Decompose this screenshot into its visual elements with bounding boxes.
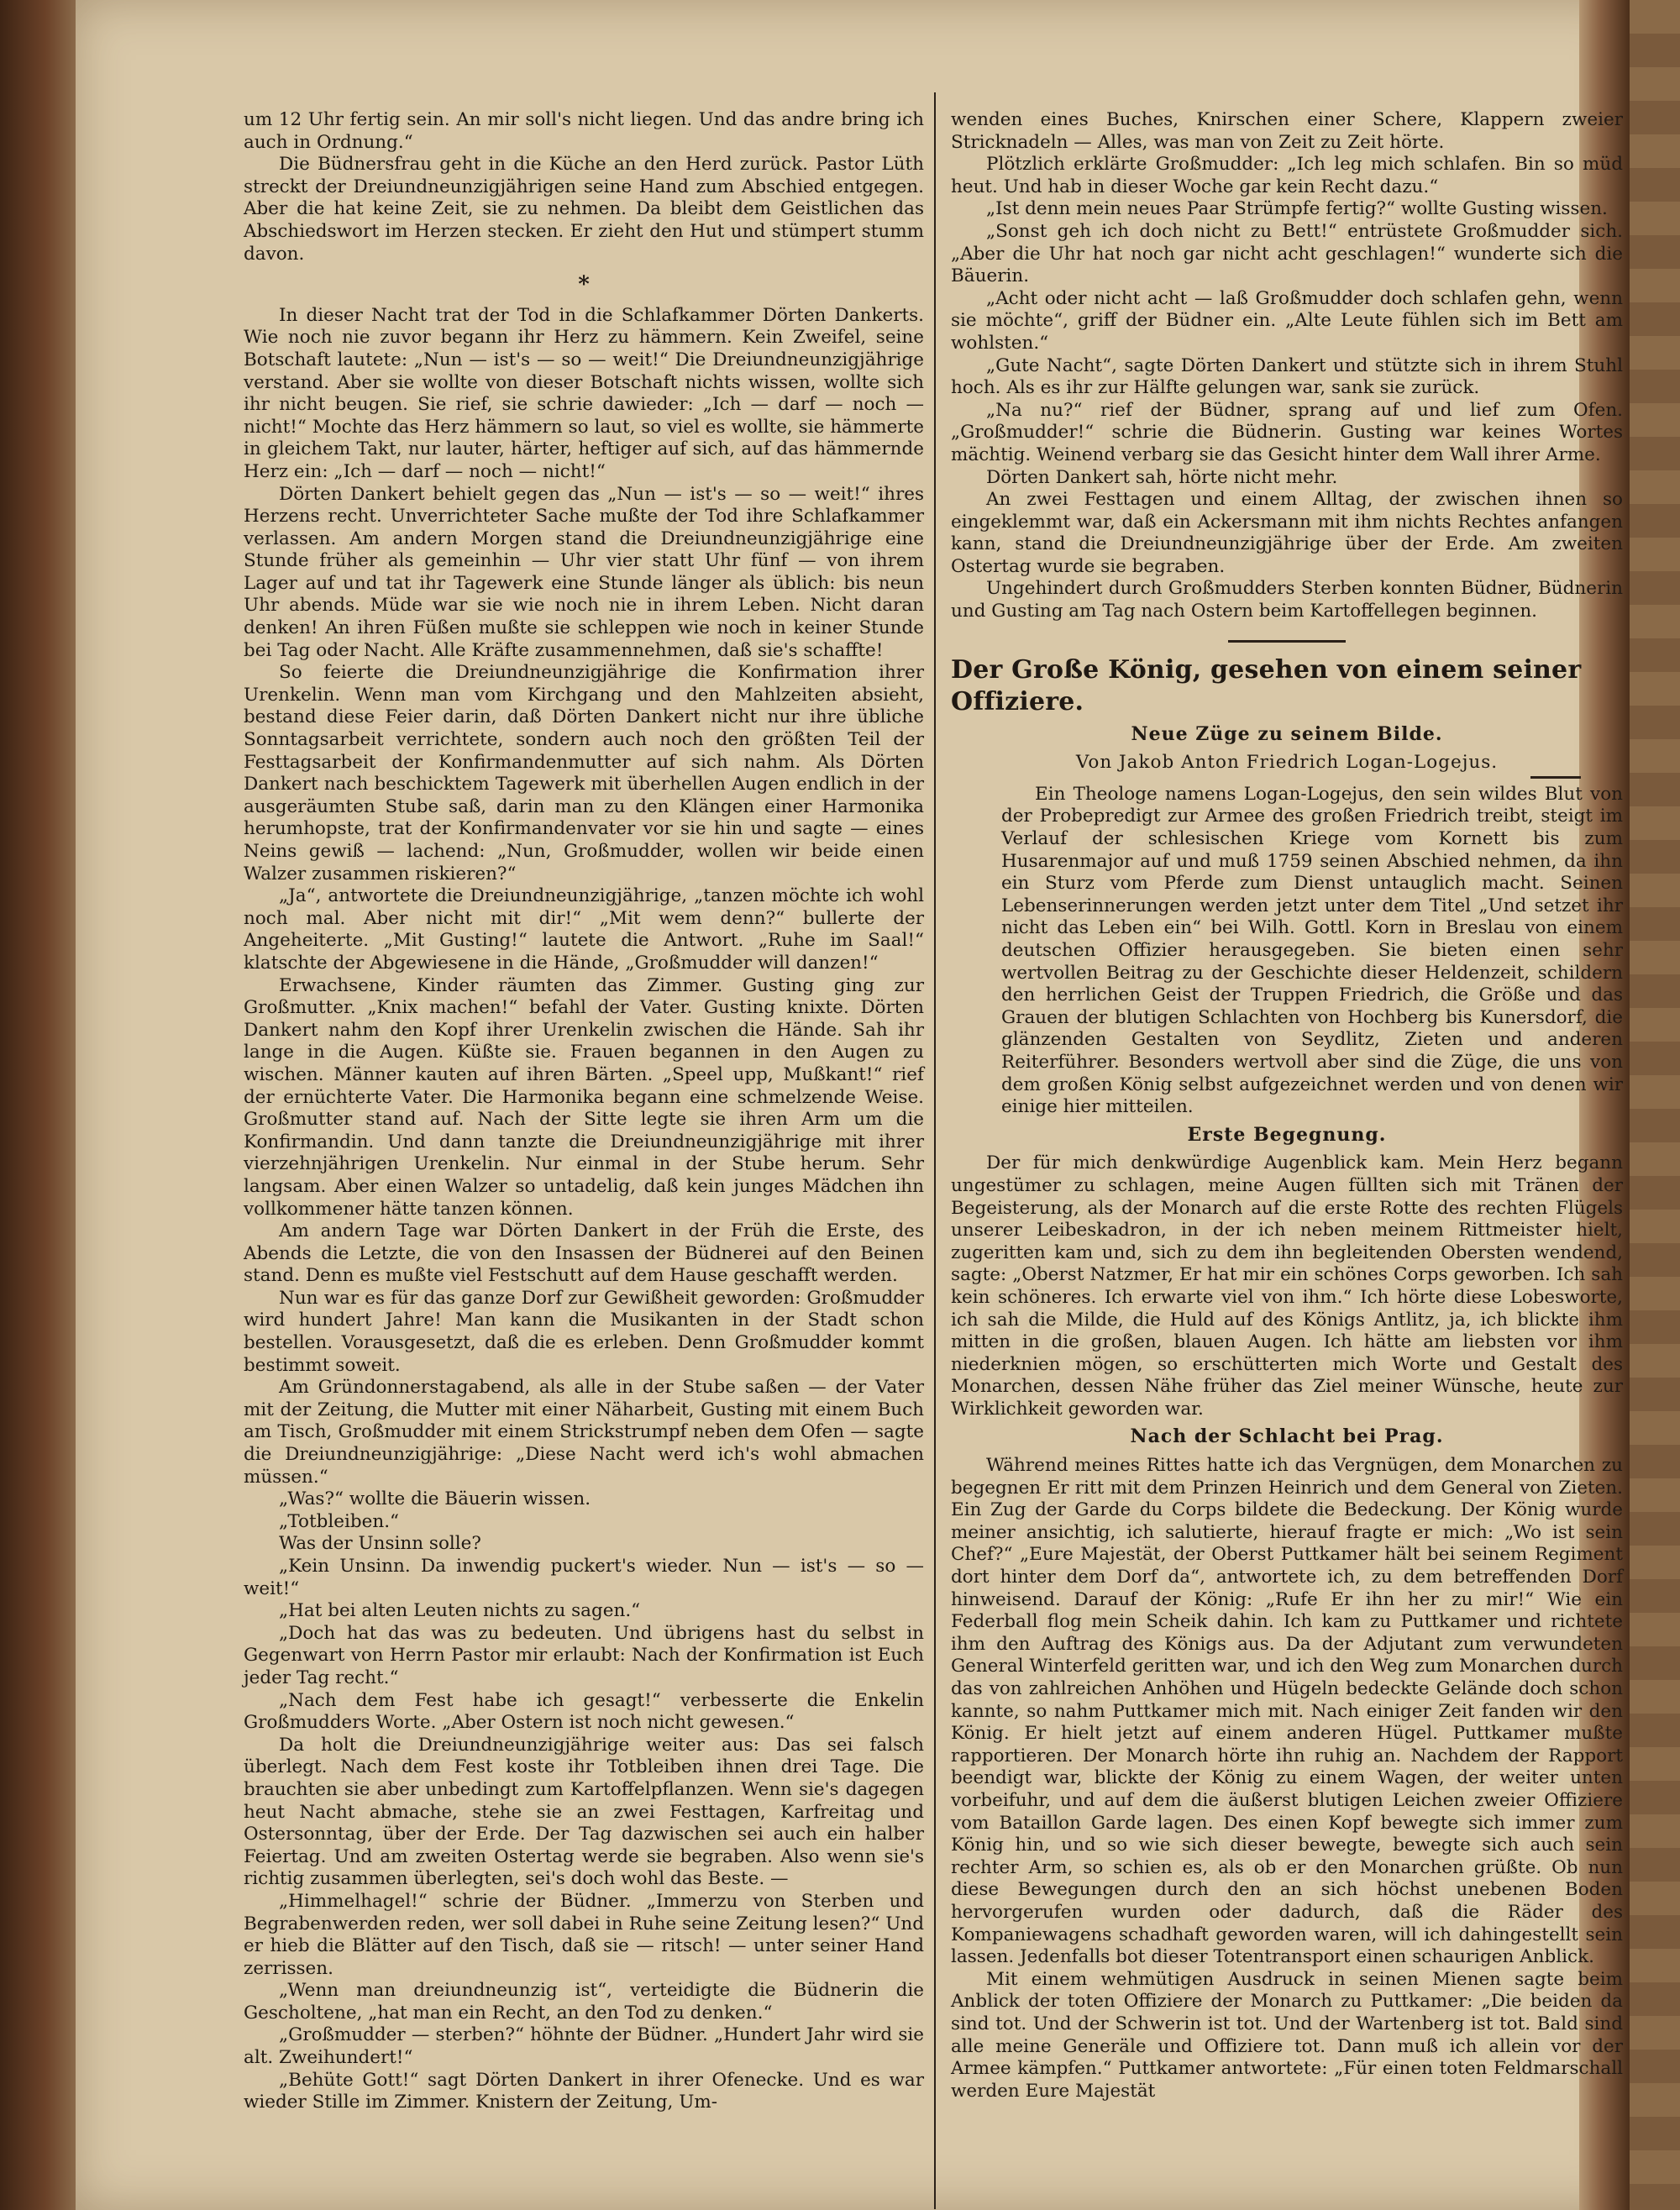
paragraph: Die Büdnersfrau geht in die Küche an den Herd zurück. Pastor Lüth streckt der Dreiundneunzigjährigen seine Hand zum Abschied entgegen. Aber die hat keine Zeit, sie zu nehmen. Da bleibt dem Geistlichen das Abschiedswort im Herzen stecken. Er zieht den Hut und stümpert stumm davon.	[244, 154, 924, 265]
paragraph: „Ja“, antwortete die Dreiundneunzigjährige, „tanzen möchte ich wohl noch mal. Aber nicht mit dir!“ „Mit wem denn?“ bullerte der Angeheiterte. „Mit Gusting!“ lautete die Antwort. „Ruhe im Saal!“ klatschte der Abgewiesene in die Hände, „Großmudder will danzen!“	[244, 885, 924, 974]
left-column	[244, 109, 924, 2114]
paragraph: „Kein Unsinn. Da inwendig puckert's wieder. Nun — ist's — so — weit!“	[244, 1556, 924, 1599]
paragraph: Mit einem wehmütigen Ausdruck in seinen Mienen sagte beim Anblick der toten Offiziere der Monarch zu Puttkamer: „Die beiden da sind tot. Und der Schwerin ist tot. Und der Wartenberg ist tot. Bald sind alle meine Generäle und Offiziere tot. Dann muß ich allein vor der Armee kämpfen.“ Puttkamer antwortete: „Für einen toten Feldmarschall werden Eure Majestät	[951, 1968, 1623, 2102]
column-divider	[934, 92, 936, 2209]
paragraph: „Acht oder nicht acht — laß Großmudder doch schlafen gehn, wenn sie möchte“, griff der Büdner ein. „Alte Leute fühlen sich im Bett am wohlsten.“	[951, 287, 1623, 354]
adjacent-page-strip	[1630, 0, 1680, 2210]
paragraph: „Großmudder — sterben?“ höhnte der Büdner. „Hundert Jahr wird sie alt. Zweihundert!“	[244, 2024, 924, 2069]
author-rule	[1530, 776, 1581, 779]
paragraph: wenden eines Buches, Knirschen einer Schere, Klappern zweier Stricknadeln — Alles, was man von Zeit zu Zeit hörte.	[951, 109, 1623, 153]
paragraph: Am Gründonnerstagabend, als alle in der Stube saßen — der Vater mit der Zeitung, die Mutter mit einer Näharbeit, Gusting mit einem Buch am Tisch, Großmudder mit einem Strickstrumpf neben dem Ofen — sagte die Dreiundneunzigjährige: „Diese Nacht werd ich's wohl abmachen müssen.“	[244, 1377, 924, 1488]
paragraph: „Gute Nacht“, sagte Dörten Dankert und stützte sich in ihrem Stuhl hoch. Als es ihr zur Hälfte gelungen war, sank sie zurück.	[951, 354, 1623, 399]
article-title: Der Große König, gesehen von einem seiner Offiziere.	[951, 654, 1582, 717]
paragraph: „Behüte Gott!“ sagt Dörten Dankert in ihrer Ofenecke. Und es war wieder Stille im Zimmer. Knistern der Zeitung, Um-	[244, 2069, 924, 2113]
paragraph: „Totbleiben.“	[279, 1510, 400, 1532]
paragraph: Da holt die Dreiundneunzigjährige weiter aus: Das sei falsch überlegt. Nach dem Fest koste ihr Totbleiben ihnen drei Tage. Die brauchten sie aber unbedingt zum Kartoffelpflanzen. Wenn sie's dagegen heut Nacht abmache, stehe sie an zwei Festtagen, Karfreitag und Ostersonntag, über der Erde. Der Tag dazwischen sei auch ein halber Feiertag. Und am zweiten Ostertag werde sie begraben. Also wenn sie's richtig zusammen überlegten, sei's doch wohl das Beste. —	[244, 1734, 924, 1890]
paragraph: In dieser Nacht trat der Tod in die Schlafkammer Dörten Dankerts. Wie noch nie zuvor begann ihr Herz zu hämmern. Kein Zweifel, seine Botschaft lautete: „Nun — ist's — so — weit!“ Die Dreiundneunzigjährige verstand. Aber sie wollte von dieser Botschaft nichts wissen, wollte sich ihr nicht beugen. Sie rief, sie schrie dawieder: „Ich — darf — noch — nicht!“ Mochte das Herz hämmern so laut, so viel es wollte, sie hämmerte in gleichem Takt, nur lauter, härter, heftiger auf sich, auf das hämmernde Herz ein: „Ich — darf — noch — nicht!“	[244, 304, 924, 482]
paragraph: Was der Unsinn solle?	[279, 1533, 481, 1555]
book-binding	[0, 0, 76, 2210]
paragraph: Am andern Tage war Dörten Dankert in der Früh die Erste, des Abends die Letzte, die von den Insassen der Büdnerei auf den Beinen stand. Denn es mußte viel Festschutt auf dem Hause geschafft werden.	[244, 1220, 924, 1287]
paragraph: „Nach dem Fest habe ich gesagt!“ verbesserte die Enkelin Großmudders Worte. „Aber Ostern ist noch nicht gewesen.“	[244, 1689, 924, 1734]
paragraph: Der für mich denkwürdige Augenblick kam. Mein Herz begann ungestümer zu schlagen, meine Augen füllten sich mit Tränen der Begeisterung, als der Monarch auf die erste Rotte des rechten Flügels unserer Leibeskadron, in der ich neben meinem Rittmeister hielt, zugeritten kam und, sich zu dem ihn begleitenden Obersten wendend, sagte: „Oberst Natzmer, Er hat mir ein schönes Corps geworben. Ich sah kein schöneres. Ich erwarte viel von ihm.“ Ich hörte diese Lobesworte, ich sah die Milde, die Huld auf des Königs Antlitz, ja, ich blickte ihm mitten in die großen, blauen Augen. Ich hätte am liebsten vor ihm niederknien mögen, so erschütterten mich Worte und Gestalt des Monarchen, dessen Nähe früher das Ziel meiner Wünsche, heute zur Wirklichkeit geworden war.	[951, 1152, 1623, 1420]
right-column	[951, 109, 1623, 2102]
paragraph: Dörten Dankert behielt gegen das „Nun — ist's — so — weit!“ ihres Herzens recht. Unverrichteter Sache mußte der Tod ihre Schlafkammer verlassen. Am andern Morgen stand die Dreiundneunzigjährige eine Stunde früher als gemeinhin — Uhr vier statt Uhr fünf — von ihrem Lager auf und tat ihr Tagewerk eine Stunde länger als üblich: bis neun Uhr abends. Müde war sie wie noch nie in ihrem Leben. Nicht daran denken! An ihren Füßen mußte sie schleppen wie noch in keiner Stunde bei Tag oder Nacht. Alle Kräfte zusammennehmen, daß sie's schaffte!	[244, 483, 924, 661]
paragraph: Während meines Rittes hatte ich das Vergnügen, dem Monarchen zu begegnen Er ritt mit dem Prinzen Heinrich und dem General von Zieten. Ein Zug der Garde du Corps bildete die Bedeckung. Der König wurde meiner ansichtig, ich salutierte, hierauf fragte er mich: „Wo ist sein Chef?“ „Eure Majestät, der Oberst Puttkamer hält bei seinem Regiment dort hinter dem Dorf da“, antwortete ich, zu dem betreffenden Dorf hinweisend. Darauf der König: „Rufe Er ihn her zu mir!“ Wie ein Federball flog mein Scheik dahin. Ich kam zu Puttkamer und richtete ihm den Auftrag des Königs aus. Da der Adjutant zum verwundeten General Winterfeld geritten war, und ich den Weg zum Monarchen durch das von zahlreichen Anhöhen und Hügeln bedeckte Gelände doch schon kannte, so nahm Puttkamer mich mit. Nach einiger Zeit fanden wir den König. Er hielt jetzt auf einem anderen Hügel. Puttkamer mußte rapportieren. Der Monarch hörte ihn ruhig an. Nachdem der Rapport beendigt war, blickte der König zu einem Wagen, der weiter unten vorbeifuhr, und auf dem die äußerst blutigen Leichen zweier Offiziere vom Bataillon Garde lagen. Des einen Kopf bewegte sich immer zum König hin, und so wie sich dieser bewegte, bewegte sich auch sein rechter Arm, so schien es, als ob er den Monarchen grüßte. Ob nun diese Bewegungen durch den an sich höchst unebenen Boden hervorgerufen wurden oder dadurch, daß die Räder des Kompaniewagens schadhaft geworden waren, will ich dahingestellt sein lassen. Jedenfalls bot dieser Totentransport einen schaurigen Anblick.	[951, 1455, 1623, 1968]
article-intro: Ein Theologe namens Logan-Logejus, den sein wildes Blut von der Probepredigt zur Armee des großen Friedrich treibt, steigt im Verlauf der schlesischen Kriege vom Kornett bis zum Husarenmajor auf und muß 1759 seinen Abschied nehmen, da ihn ein Sturz vom Pferde zum Dienst untauglich macht. Seinen Lebenserinnerungen werden jetzt unter dem Titel „Und setzet ihr nicht das Leben ein“ bei Wilh. Gottl. Korn in Breslau von einem deutschen Offizier herausgegeben. Sie bieten einen sehr wertvollen Beitrag zu der Geschichte dieser Heldenzeit, schildern den herrlichen Geist der Truppen Friedrich, die Größe und das Grauen der blutigen Schlachten von Hochberg bis Kunersdorf, die glänzenden Gestalten von Seydlitz, Zieten und anderen Reiterführer. Besonders wertvoll aber sind die Züge, die uns von dem großen König selbst aufgezeichnet werden und von denen wir einige hier mitteilen.	[1001, 783, 1623, 1118]
paragraph: Plötzlich erklärte Großmudder: „Ich leg mich schlafen. Bin so müd heut. Und hab in dieser Woche gar kein Recht dazu.“	[951, 154, 1623, 197]
paragraph: So feierte die Dreiundneunzigjährige die Konfirmation ihrer Urenkelin. Wenn man vom Kirchgang und den Mahlzeiten absieht, bestand diese Feier darin, daß Dörten Dankert nicht nur ihre übliche Sonntagsarbeit verrichtete, sondern auch noch den größten Teil der Festtagsarbeit der Konfirmandenmutter auf sich nahm. Als Dörten Dankert nach beschicktem Tagewerk mit überhellen Augen endlich in der ausgeräumten Stube saß, darin man zu den Klängen einer Harmonika herumhopste, trat der Konfirmandenvater vor sie hin und sagte — eines Neins gewiß — lachend: „Nun, Großmudder, wollen wir beide einen Walzer zusammen riskieren?“	[244, 662, 924, 885]
article-author: Von Jakob Anton Friedrich Logan-Logejus.	[1075, 752, 1499, 774]
paragraph: „Hat bei alten Leuten nichts zu sagen.“	[279, 1600, 641, 1622]
paragraph: An zwei Festtagen und einem Alltag, der zwischen ihnen so eingeklemmt war, daß ein Ackersmann mit ihm nichts Rechtes anfangen kann, stand die Dreiundneunzigjährige über der Erde. Am zweiten Ostertag wurde sie begraben.	[951, 489, 1623, 577]
paragraph: „Himmelhagel!“ schrie der Büdner. „Immerzu von Sterben und Begrabenwerden reden, wer soll dabei in Ruhe seine Zeitung lesen?“ Und er hieb die Blätter auf den Tisch, daß sie — ritsch! — unter seiner Hand zerrissen.	[244, 1890, 924, 1979]
paragraph: „Wenn man dreiundneunzig ist“, verteidigte die Büdnerin die Gescholtene, „hat man ein Recht, an den Tod zu denken.“	[244, 1980, 924, 2024]
section-heading-erste-begegnung: Erste Begegnung.	[1187, 1123, 1387, 1146]
article-separator-rule	[1228, 640, 1346, 643]
section-heading-schlacht-bei-prag: Nach der Schlacht bei Prag.	[1130, 1425, 1444, 1448]
paragraph: Dörten Dankert sah, hörte nicht mehr.	[986, 466, 1338, 488]
paragraph: Nun war es für das ganze Dorf zur Gewißheit geworden: Großmudder wird hundert Jahre! Man kann die Musikanten in der Stadt schon bestellen. Vorausgesetzt, daß die es erleben. Denn Großmudder kommt bestimmt soweit.	[244, 1287, 924, 1376]
paragraph: „Ist denn mein neues Paar Strümpfe fertig?“ wollte Gusting wissen.	[986, 198, 1608, 220]
article-subtitle: Neue Züge zu seinem Bilde.	[1131, 722, 1443, 745]
paragraph: „Na nu?“ rief der Büdner, sprang auf und lief zum Ofen. „Großmudder!“ schrie die Büdnerin. Gusting war keines Wortes mächtig. Weinend verbarg sie das Gesicht hinter dem Wall ihrer Arme.	[951, 399, 1623, 465]
paragraph: Ungehindert durch Großmudders Sterben konnten Büdner, Büdnerin und Gusting am Tag nach Ostern beim Kartoffellegen beginnen.	[951, 578, 1623, 622]
paragraph: „Was?“ wollte die Bäuerin wissen.	[279, 1488, 591, 1510]
paragraph: „Sonst geh ich doch nicht zu Bett!“ entrüstete Großmudder sich. „Aber die Uhr hat noch gar nicht acht geschlagen!“ wunderte sich die Bäuerin.	[951, 220, 1623, 287]
paragraph: Erwachsene, Kinder räumten das Zimmer. Gusting ging zur Großmutter. „Knix machen!“ befahl der Vater. Gusting knixte. Dörten Dankert nahm den Kopf ihrer Urenkelin zwischen die Hände. Sah ihr lange in die Augen. Küßte sie. Frauen begannen in den Augen zu wischen. Männer kauten auf ihren Bärten. „Speel upp, Mußkant!“ rief der ernüchterte Vater. Die Harmonika begann eine schmelzende Weise. Großmutter stand auf. Nach der Sitte legte sie ihren Arm um die Konfirmandin. Und dann tanzte die Dreiundneunzigjährige mit ihrer vierzehnjährigen Urenkelin. Nur einmal in der Stube herum. Sehr langsam. Aber einen Walzer so untadelig, daß kein junges Mädchen ihn vollkommener hätte tanzen können.	[244, 974, 924, 1220]
section-separator-star: *	[578, 272, 590, 298]
paragraph: „Doch hat das was zu bedeuten. Und übrigens hast du selbst in Gegenwart von Herrn Pastor mir erlaubt: Nach der Konfirmation ist Euch jeder Tag recht.“	[244, 1622, 924, 1688]
paragraph: um 12 Uhr fertig sein. An mir soll's nicht liegen. Und das andre bring ich auch in Ordnung.“	[244, 109, 924, 153]
